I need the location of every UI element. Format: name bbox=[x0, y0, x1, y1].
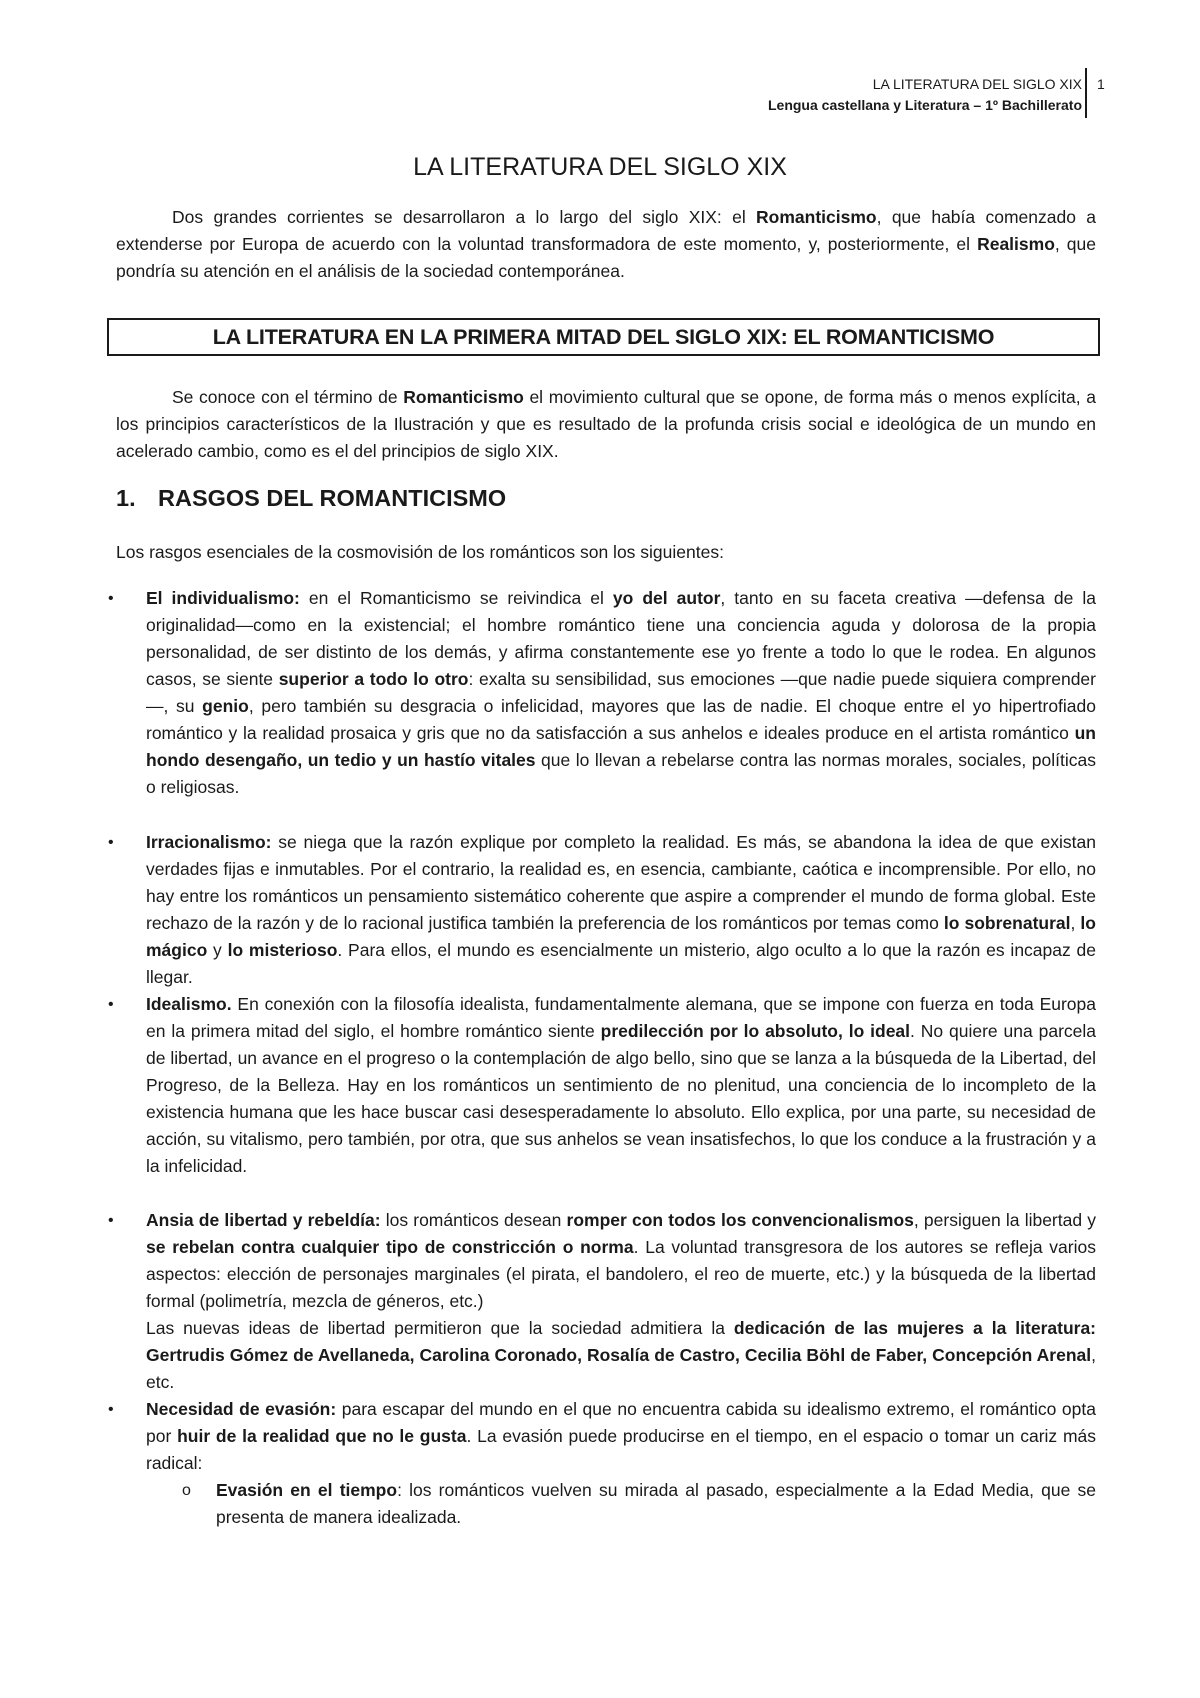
def-text-2: el movimiento cultural que se opone, de forma más o menos explícita, a los principios característicos de la Ilustración y que es resultado de la profunda crisis social e ideológica de un mundo en acelerado cambio, como es el del principios de siglo XIX. bbox=[116, 387, 1096, 461]
sub-list-item-evasion-tiempo bbox=[216, 1477, 1096, 1531]
item-bold: huir de la realidad que no le gusta bbox=[177, 1426, 467, 1446]
item-text: Las nuevas ideas de libertad permitieron que la sociedad admitiera la bbox=[146, 1318, 734, 1338]
header-divider bbox=[1085, 68, 1087, 118]
item-text: En conexión con la filosofía idealista, fundamentalmente alemana, que se impone con fuerza en toda Europa en la primera mitad del siglo, el hombre romántico siente bbox=[146, 994, 1096, 1041]
item-bold: un hondo desengaño, un tedio y un hastío vitales bbox=[146, 723, 1096, 770]
intro-text-1: Dos grandes corrientes se desarrollaron a lo largo del siglo XIX: el bbox=[172, 207, 757, 227]
romanticismo-definition bbox=[116, 384, 1096, 465]
item-bold: El individualismo: bbox=[146, 588, 300, 608]
page-number: 1 bbox=[1097, 76, 1105, 92]
item-text: . La evasión puede producirse en el tiempo, en el espacio o tomar un cariz más radical: bbox=[146, 1426, 1097, 1473]
item-text: los románticos desean bbox=[380, 1210, 567, 1230]
item-text: , bbox=[1070, 913, 1081, 933]
item-bold: Necesidad de evasión: bbox=[146, 1399, 337, 1419]
item-bold: lo misterioso bbox=[227, 940, 338, 960]
list-item-individualismo bbox=[146, 585, 1096, 801]
item-bold: genio bbox=[202, 696, 249, 716]
item-text: , tanto en su faceta creativa —defensa de la originalidad—como en la existencial; el hombre romántico tiene una conciencia aguda y dolorosa de la propia personalidad, de ser distinto de los demás, y afirma constantemente ese yo frente a todo lo que le rodea. En algunos casos, se siente bbox=[146, 588, 1096, 689]
bullet-icon: • bbox=[108, 834, 114, 851]
item-text: : exalta su sensibilidad, sus emociones —que nadie puede siquiera comprender—, su bbox=[146, 669, 1096, 716]
sub-bullet-icon: o bbox=[182, 1482, 191, 1499]
item-bold: superior a todo lo otro bbox=[278, 669, 469, 689]
header-subtitle: Lengua castellana y Literatura – 1º Bachillerato bbox=[767, 97, 1082, 113]
intro-text-2: , que había comenzado a extenderse por Europa de acuerdo con la voluntad transformadora de este momento, y, posteriormente, el bbox=[116, 207, 1096, 254]
item-bold: Ansia de libertad y rebeldía: bbox=[146, 1210, 381, 1230]
item-text: . La voluntad transgresora de los autores se refleja varios aspectos: elección de personajes marginales (el pirata, el bandolero, el reo de muerte, etc.) y la búsqueda de la libertad formal (polimetría, mezcla de géneros, etc.) bbox=[146, 1237, 1096, 1311]
item-text: , persiguen la libertad y bbox=[913, 1210, 1096, 1230]
def-bold-romanticismo: Romanticismo bbox=[403, 387, 524, 407]
item-text: . No quiere una parcela de libertad, un avance en el progreso o la contemplación de algo bello, sino que se lanza a la búsqueda de la Libertad, del Progreso, de la Belleza. Hay en los románticos un sentimiento de no plenitud, una conciencia de lo incompleto de la existencia humana que les hace buscar casi desesperadamente lo absoluto. Ello explica, por una parte, su necesidad de acción, su vitalismo, pero también, por otra, que sus anhelos se vean insatisfechos, lo que los conduce a la frustración y a la infelicidad. bbox=[146, 1021, 1096, 1176]
bullet-icon: • bbox=[108, 590, 114, 607]
list-item-libertad bbox=[146, 1207, 1096, 1396]
item-bold: lo sobrenatural bbox=[943, 913, 1071, 933]
item-bold: dedicación de las mujeres a la literatura: Gertrudis Gómez de Avellaneda, Carolina Coronado, Rosalía de Castro, Cecilia Böhl de Faber, Concepción Arenal bbox=[146, 1318, 1097, 1365]
item-bold: romper con todos los convencionalismos bbox=[566, 1210, 914, 1230]
section-title: RASGOS DEL ROMANTICISMO bbox=[158, 485, 507, 511]
section-heading bbox=[116, 485, 506, 512]
item-text: y bbox=[207, 940, 228, 960]
item-text: : los románticos vuelven su mirada al pasado, especialmente a la Edad Media, que se presenta de manera idealizada. bbox=[216, 1480, 1096, 1527]
item-text: en el Romanticismo se reivindica el bbox=[299, 588, 613, 608]
item-bold: Evasión en el tiempo bbox=[216, 1480, 398, 1500]
item-bold: lo mágico bbox=[146, 913, 1096, 960]
item-bold: Idealismo. bbox=[146, 994, 232, 1014]
bullet-icon: • bbox=[108, 1212, 114, 1229]
boxed-heading: LA LITERATURA EN LA PRIMERA MITAD DEL SIGLO XIX: EL ROMANTICISMO bbox=[107, 318, 1100, 356]
intro-text-3: , que pondría su atención en el análisis de la sociedad contemporánea. bbox=[116, 234, 1096, 281]
bullet-icon: • bbox=[108, 996, 114, 1013]
intro-paragraph bbox=[116, 204, 1096, 285]
item-text: que lo llevan a rebelarse contra las normas morales, sociales, políticas o religiosas. bbox=[146, 750, 1096, 797]
item-bold: Irracionalismo: bbox=[146, 832, 272, 852]
item-bold: se rebelan contra cualquier tipo de constricción o norma bbox=[146, 1237, 634, 1257]
item-text: , etc. bbox=[146, 1345, 1096, 1392]
intro-bold-romanticismo: Romanticismo bbox=[756, 207, 877, 227]
item-text: para escapar del mundo en el que no encuentra cabida su idealismo extremo, el romántico opta por bbox=[146, 1399, 1096, 1446]
list-item-idealismo bbox=[146, 991, 1096, 1180]
def-text-1: Se conoce con el término de bbox=[172, 387, 404, 407]
header-title: LA LITERATURA DEL SIGLO XIX bbox=[872, 76, 1082, 92]
rasgos-intro: Los rasgos esenciales de la cosmovisión de los románticos son los siguientes: bbox=[116, 542, 724, 562]
item-text: . Para ellos, el mundo es esencialmente un misterio, algo oculto a lo que la razón es incapaz de llegar. bbox=[146, 940, 1096, 987]
item-text: , pero también su desgracia o infelicidad, mayores que las de nadie. El choque entre el yo hipertrofiado romántico y la realidad prosaica y gris que no da satisfacción a sus anhelos e ideales produce en el artista romántico bbox=[146, 696, 1096, 743]
list-item-evasion bbox=[146, 1396, 1096, 1477]
item-text: se niega que la razón explique por completo la realidad. Es más, se abandona la idea de que existan verdades fijas e inmutables. Por el contrario, la realidad es, en esencia, cambiante, caótica e incomprensible. Por ello, no hay entre los románticos un pensamiento sistemático coherente que aspire a comprender el mundo de forma global. Este rechazo de la razón y de lo racional justifica también la preferencia de los románticos por temas como bbox=[146, 832, 1096, 933]
document-title: LA LITERATURA DEL SIGLO XIX bbox=[413, 153, 787, 181]
item-bold: predilección por lo absoluto, lo ideal bbox=[600, 1021, 911, 1041]
running-header bbox=[768, 74, 1082, 116]
bullet-icon: • bbox=[108, 1401, 114, 1418]
item-bold: yo del autor bbox=[612, 588, 721, 608]
intro-bold-realismo: Realismo bbox=[977, 234, 1055, 254]
section-number: 1. bbox=[116, 485, 136, 511]
list-item-irracionalismo bbox=[146, 829, 1096, 991]
